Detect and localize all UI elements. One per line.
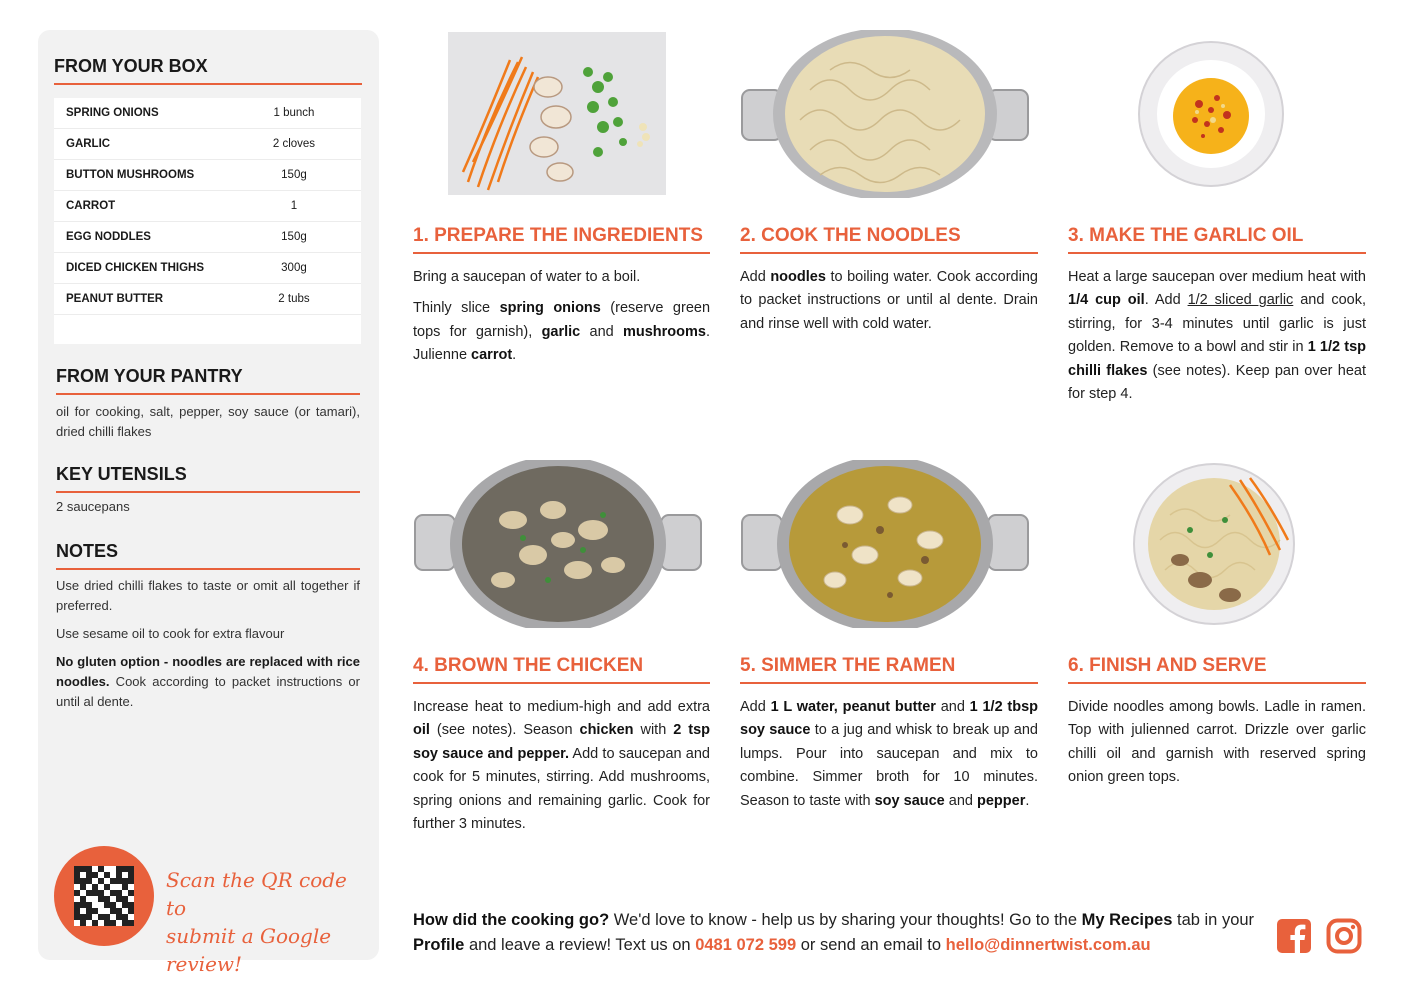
table-row (54, 129, 361, 160)
utensils-text: 2 saucepans (56, 499, 130, 514)
review-prompt: How did the cooking go? We'd love to know - help us by sharing your thoughts! Go to the My Recipes tab in your Profile and leave a review! Text us on 0481 072 599 or send an email to hello@dinnertwist.com.au (413, 911, 1255, 954)
ingredient-name: PEANUT BUTTER (66, 293, 164, 305)
step-1-para-1: Bring a saucepan of water to a boil. (413, 269, 641, 285)
ingredient-name: CARROT (66, 200, 116, 212)
note-3-bold: No gluten option - noodles are replaced with rice noodles. (56, 654, 360, 689)
garlic-oil-bowl-photo (1137, 40, 1285, 188)
notes (56, 576, 360, 720)
table-row (54, 98, 361, 129)
my-recipes-link[interactable]: My Recipes (1081, 911, 1173, 929)
sidebar (38, 30, 379, 976)
ingredients-table (54, 98, 361, 344)
step-5-text: Add 1 L water, peanut butter and 1 1/2 tbsp soy sauce to a jug and whisk to break up and lumps. Pour into saucepan and mix to combine. Simmer broth for 10 minutes. Season to taste with soy sauce and pepper. (740, 699, 1038, 809)
step-5-title: 5. SIMMER THE RAMEN (740, 655, 1038, 684)
note-3-rest: Cook according to packet instructions or until al dente. (56, 674, 360, 709)
ingredient-name: SPRING ONIONS (66, 107, 159, 119)
ingredient-qty: 1 (290, 200, 298, 212)
step-1-para-2: Thinly slice spring onions (reserve green tops for garnish), garlic and mushrooms. Julienne carrot. (413, 300, 711, 364)
ingredient-qty: 1 bunch (273, 107, 315, 119)
review-question: How did the cooking go? (413, 911, 610, 929)
pantry-text: oil for cooking, salt, pepper, soy sauce (or tamari), dried chilli flakes (56, 404, 360, 439)
table-row (54, 160, 361, 191)
ingredient-name: BUTTON MUSHROOMS (66, 169, 195, 181)
note-2: Use sesame oil to cook for extra flavour (56, 626, 285, 641)
step-4-title: 4. BROWN THE CHICKEN (413, 655, 710, 684)
ingredient-qty: 2 cloves (272, 138, 316, 150)
table-row (54, 284, 361, 315)
step-1-text (413, 266, 710, 376)
ingredient-qty: 2 tubs (278, 293, 310, 305)
ramen-broth-pot-photo (740, 460, 1030, 628)
step-3-title: 3. MAKE THE GARLIC OIL (1068, 225, 1366, 254)
email-link[interactable]: hello@dinnertwist.com.au (945, 936, 1151, 954)
facebook-icon[interactable] (1276, 918, 1312, 954)
instagram-icon[interactable] (1326, 918, 1362, 954)
table-row (54, 191, 361, 222)
step-6-text: Divide noodles among bowls. Ladle in ramen. Top with julienned carrot. Drizzle over garlic chilli oil and garnish with reserved spring onion green tops. (1068, 699, 1366, 786)
step-2-text: Add noodles to boiling water. Cook according to packet instructions or until al dente. Drain and rinse well with cold water. (740, 269, 1038, 332)
qr-badge[interactable] (54, 846, 154, 946)
step-2-title: 2. COOK THE NOODLES (740, 225, 1038, 254)
ingredient-name: EGG NODDLES (66, 231, 151, 243)
qr-caption-line-1: Scan the QR code to (166, 868, 347, 920)
notes-title: NOTES (56, 541, 360, 570)
qr-code-icon[interactable] (74, 866, 134, 926)
noodles-colander-photo (740, 30, 1030, 198)
note-3 (56, 652, 360, 712)
pantry-title: FROM YOUR PANTRY (56, 366, 360, 395)
note-1: Use dried chilli flakes to taste or omit all together if preferred. (56, 578, 360, 613)
utensils-title: KEY UTENSILS (56, 464, 360, 493)
ingredient-name: DICED CHICKEN THIGHS (66, 262, 205, 274)
table-row (54, 222, 361, 253)
profile-link[interactable]: Profile (413, 936, 465, 954)
phone-link[interactable]: 0481 072 599 (695, 936, 797, 954)
prepared-ingredients-photo (448, 32, 666, 195)
finished-ramen-bowl-photo (1130, 460, 1298, 628)
chicken-pot-photo (413, 460, 703, 628)
qr-caption (166, 866, 366, 978)
ingredient-qty: 150g (281, 231, 307, 243)
step-3-text: Heat a large saucepan over medium heat with 1/4 cup oil. Add 1/2 sliced garlic and cook, stirring, for 3-4 minutes until garlic is just golden. Remove to a bowl and stir in 1 1/2 tsp chilli flakes (see notes). Keep pan over heat for step 4. (1068, 269, 1367, 403)
table-row (54, 253, 361, 284)
step-6-title: 6. FINISH AND SERVE (1068, 655, 1366, 684)
ingredient-qty: 150g (281, 169, 307, 181)
ingredient-qty: 300g (281, 262, 307, 274)
from-your-box-title: FROM YOUR BOX (54, 56, 362, 85)
ingredient-name: GARLIC (66, 138, 111, 150)
qr-caption-line-2: submit a Google review! (166, 924, 332, 976)
step-4-text: Increase heat to medium-high and add extra oil (see notes). Season chicken with 2 tsp soy sauce and pepper. Add to saucepan and cook for 5 minutes, stirring. Add mushrooms, spring onions and remaining garlic. Cook for further 3 minutes. (413, 699, 710, 833)
step-1-title: 1. PREPARE THE INGREDIENTS (413, 225, 710, 254)
